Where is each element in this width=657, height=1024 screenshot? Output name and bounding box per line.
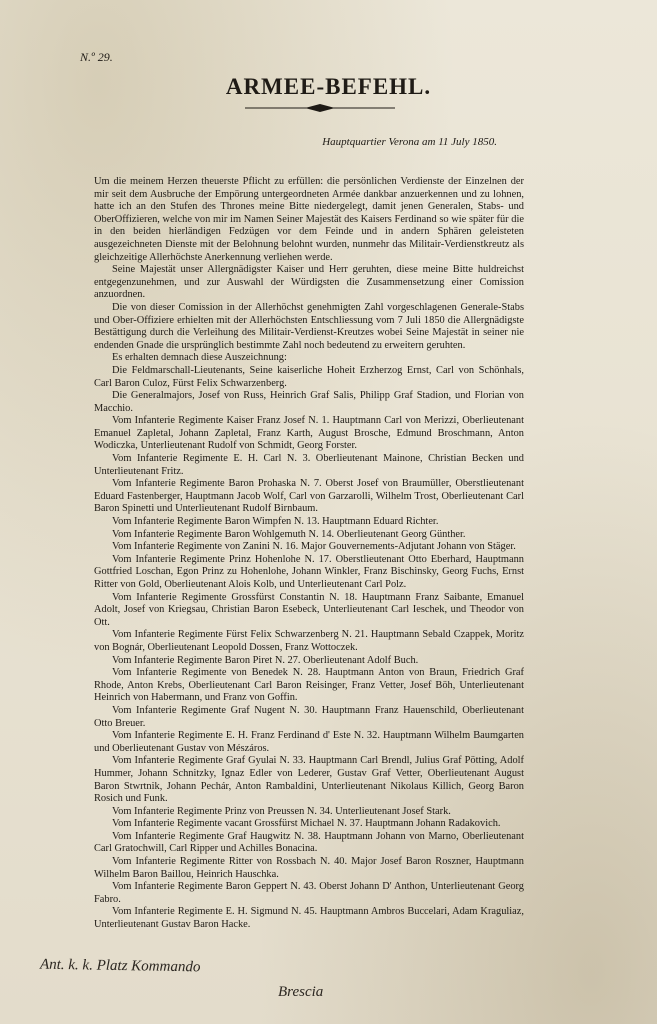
dateline: Hauptquartier Verona am 11 July 1850. xyxy=(322,136,497,148)
paragraph: Vom Infanterie Regimente Baron Piret N. 27. Oberlieutenant Adolf Buch. xyxy=(112,654,419,666)
paragraph: Vom Infanterie Regimente Graf Gyulai N. 33. Hauptmann Carl Brendl, Julius Graf Pötting, Adolf Hummer, Johann Schnitzky, Ignaz Edler von Lederer, Gustav Graf Vetter, Oberlieutenant August Baron Stwrtnik, Johann Pechár, Anton Rambaldini, Unterlieutenant Nikolaus Killich, Georg Baron Rosich und Funk. xyxy=(94,755,524,805)
paragraph: Vom Infanterie Regimente Prinz Hohenlohe N. 17. Oberstlieutenant Otto Eberhard, Hauptmann Gottfried Loschan, Egon Prinz zu Hohenlohe, Johann Winkler, Franz Bischinsky, Georg Fuchs, Ernst Ritter von Gold, Oberlieutenant Alois Kolb, und Unterlieutenant Carl Polz. xyxy=(94,553,524,590)
document-title: ARMEE-BEFEHL. xyxy=(225,74,432,99)
document-body xyxy=(94,176,524,932)
paragraph: Die Feldmarschall-Lieutenants, Seine kaiserliche Hoheit Erzherzog Ernst, Carl von Schönhals, Carl Baron Culoz, Fürst Felix Schwarzenberg. xyxy=(94,364,524,389)
paragraph: Vom Infanterie Regimente Baron Wohlgemuth N. 14. Oberlieutenant Georg Günther. xyxy=(112,528,466,540)
paragraph: Seine Majestät unser Allergnädigster Kaiser und Herr geruhten, diese meine Bitte huldreichst entgegenzunehmen, und zur Auswahl der Würdigsten die Zusammensetzung einer Comission anzuordnen. xyxy=(94,264,524,301)
paragraph: Die Generalmajors, Josef von Russ, Heinrich Graf Salis, Philipp Graf Stadion, und Florian von Macchio. xyxy=(94,390,524,414)
paragraph: Vom Infanterie Regimente Baron Wimpfen N. 13. Hauptmann Eduard Richter. xyxy=(112,516,439,528)
paragraph: Vom Infanterie Regimente Grossfürst Constantin N. 18. Hauptmann Franz Saibante, Emanuel Adolt, Josef von Kriegsau, Christian Baron Esebeck, Unterlieutenant Carl Ieschek, und Theodor von Ott. xyxy=(94,591,524,628)
paragraph: Vom Infanterie Regimente Fürst Felix Schwarzenberg N. 21. Hauptmann Sebald Czappek, Moritz von Bognár, Oberlieutenant Leopold Dossen, Franz Wottoczek. xyxy=(94,629,524,653)
paragraph: Vom Infanterie Regimente Graf Nugent N. 30. Hauptmann Franz Hauenschild, Oberlieutenant Otto Breuer. xyxy=(94,704,524,729)
signature-place: Brescia xyxy=(278,984,324,1000)
paragraph: Vom Infanterie Regimente E. H. Franz Ferdinand d' Este N. 32. Hauptmann Wilhelm Baumgarten und Oberlieutenant Gustav von Mészáros. xyxy=(94,730,524,754)
paragraph: Vom Infanterie Regimente E. H. Sigmund N. 45. Hauptmann Ambros Buccelari, Adam Kraguliaz, Unterlieutenant Gustav Baron Hacke. xyxy=(94,906,524,931)
paragraph: Vom Infanterie Regimente Prinz von Preussen N. 34. Unterlieutenant Josef Stark. xyxy=(112,805,451,817)
paragraph: Vom Infanterie Regimente Baron Prohaska N. 7. Oberst Josef von Braumüller, Oberstlieutenant Eduard Fastenberger, Hauptmann Jacob Wolf, Carl von Garzarolli, Wilhelm Trost, Oberlieutenant Carl Baron Spinetti und Unterlieutenant Rudolf Birnbaum. xyxy=(94,478,524,515)
paragraph: Die von dieser Comission in der Allerhöchst genehmigten Zahl vorgeschlagenen Generale-Stabs und Ober-Offiziere erhielten mit der Allerhöchsten Entschliessung vom 7 Juli 1850 die Allergnädigste Bestättigung durch die Verleihung des Militair-Verdienst-Kreutzes wobei Seine Majestät in seiner nie endenden Gnade die ursprünglich bestimmte Zahl noch bedeutend zu erweitern geruhten. xyxy=(94,301,524,351)
paragraph: Vom Infanterie Regimente Baron Geppert N. 43. Oberst Johann D' Anthon, Unterlieutenant Georg Fabro. xyxy=(94,881,524,905)
paragraph: Um die meinem Herzen theuerste Pflicht zu erfüllen: die persönlichen Verdienste der Einzelnen der mir seit dem Ausbruche der Empörung untergeordneten Armée dankbar anzuerkennen und zu lohnen, hatte ich an den Stufen des Thrones meine Bitte niedergelegt, damit jenen Generalen, Stabs- und OberOffizieren, welche von mir im Namen Seiner Majestät des Kaisers Ferdinand so wie später für die in den beiden hierländigen Fedzügen vor dem Feinde und in andern Sphären geleisteten ausgezeichneten Dienste mit der Belohnung belohnt wurden, nunmehr das Militair-Verdienstkreutz als gleichzeitige Allerhöchste Anerkennung verliehen werde. xyxy=(94,176,524,263)
paragraph: Vom Infanterie Regimente E. H. Carl N. 3. Oberlieutenant Mainone, Christian Becken und Unterlieutenant Fritz. xyxy=(94,453,524,477)
paragraph: Vom Infanterie Regimente vacant Grossfürst Michael N. 37. Hauptmann Johann Radakovich. xyxy=(112,818,501,830)
paragraph: Vom Infanterie Regimente Kaiser Franz Josef N. 1. Hauptmann Carl von Merizzi, Oberlieutenant Emanuel Zapletal, Johann Zapletal, Franz Karth, August Brosche, Edmund Broschmann, Anton Wodiczka, Unterlieutenant Rudolf von Schmidt, Georg Forster. xyxy=(94,415,524,452)
handwritten-signature: Ant. k. k. Platz Kommando xyxy=(39,956,201,976)
paragraph: Vom Infanterie Regimente Ritter von Rossbach N. 40. Major Josef Baron Roszner, Hauptmann Wilhelm Baron Baillou, Heinrich Hauschka. xyxy=(94,856,524,880)
paragraph: Vom Infanterie Regimente Graf Haugwitz N. 38. Hauptmann Johann von Marno, Oberlieutenant Carl Gratochwill, Carl Ripper und Achilles Bonacina. xyxy=(94,830,524,855)
paragraph: Vom Infanterie Regimente von Benedek N. 28. Hauptmann Anton von Braun, Friedrich Graf Rhode, Anton Krebs, Oberlieutenant Carl Baron Reisinger, Franz Vetter, Josef Böh, Unterlieutenant Heinrich von Habermann, und Franz von Goffin. xyxy=(94,667,524,704)
order-number: N.º 29. xyxy=(80,50,113,64)
paragraph: Vom Infanterie Regimente von Zanini N. 16. Major Gouvernements-Adjutant Johann von Stäger. xyxy=(112,541,516,553)
paragraph: Es erhalten demnach diese Auszeichnung: xyxy=(112,352,287,364)
title-ornament xyxy=(245,104,395,112)
